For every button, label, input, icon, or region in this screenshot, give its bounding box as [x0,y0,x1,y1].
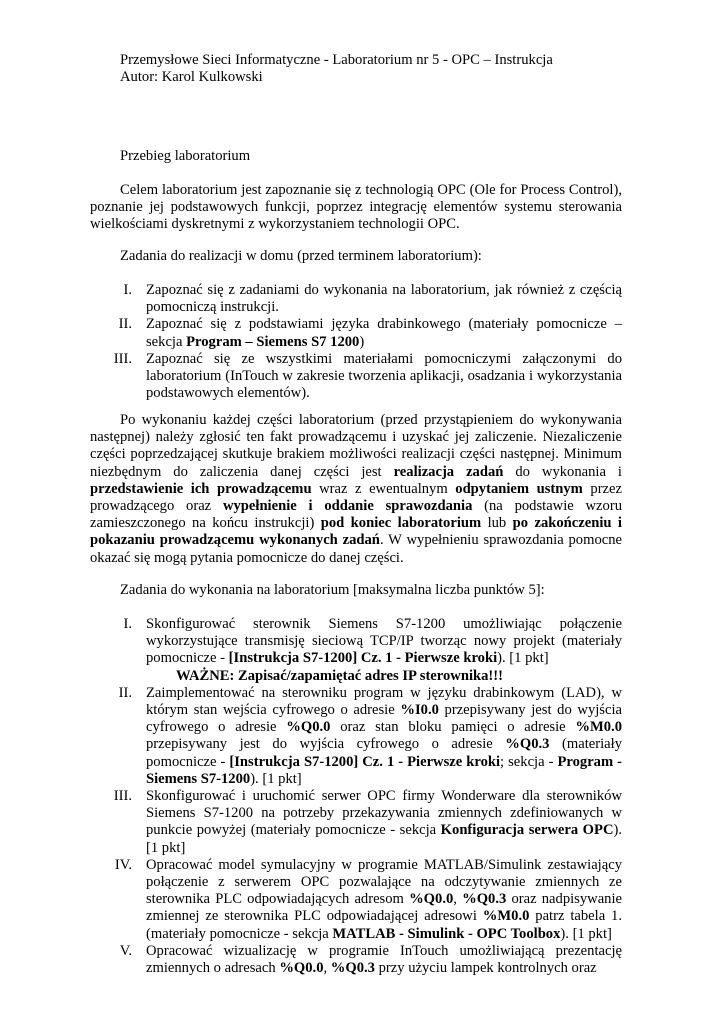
list-item: IV. Opracować model symulacyjny w programie MATLAB/Simulink zestawiający połączenie z serwerem OPC pozwalające na odczytywanie zmiennych ze sterownika PLC odpowiadających adresom %Q0.0, %Q0.3 oraz nadpisywanie zmiennej ze sterownika PLC odpowiadającej adresowi %M0.0 patrz tabela 1. (materiały pomocnicze - sekcja MATLAB - Simulink - OPC Toolbox). [1 pkt] [114,856,622,942]
lab-tasks-list [90,616,622,977]
list-item: II. Zapoznać się z podstawiami języka drabinkowego (materiały pomocnicze – sekcja Program – Siemens S7 1200) [118,316,622,350]
section-title: Przebieg laboratorium [120,148,251,164]
lab-tasks-heading: Zadania do wykonania na laboratorium [maksymalna liczba punktów 5]: [120,582,545,598]
header-author: Autor: Karol Kulkowski [120,69,263,86]
home-tasks-list [90,282,622,402]
header-title: Przemysłowe Sieci Informatyczne - Laboratorium nr 5 - OPC – Instrukcja [120,52,553,68]
list-item: I. Zapoznać się z zadaniami do wykonania na laboratorium, jak również z częścią pomocniczą instrukcji. [123,282,622,316]
home-tasks-heading: Zadania do realizacji w domu (przed terminem laboratorium): [120,248,482,264]
list-item: I. Skonfigurować sterownik Siemens S7-1200 umożliwiając połączenie wykorzystujące transmisję sieciową TCP/IP tworząc nowy projekt (materiały pomocnicze - [Instrukcja S7-1200] Cz. 1 - Pierwsze kroki). [1 pkt] WAŻNE: Zapisać/zapamiętać adres IP sterownika!!! [123,616,622,684]
list-item: III. Skonfigurować i uruchomić serwer OPC firmy Wonderware dla sterowników Siemens S7-1200 na potrzeby przekazywania zmiennych zdefiniowanych w punkcie powyżej (materiały pomocnicze - sekcja Konfiguracja serwera OPC). [1 pkt] [113,788,622,856]
document-header [120,52,640,86]
warning-note: WAŻNE: Zapisać/zapamiętać adres IP sterownika!!! [176,667,503,684]
list-item: II. Zaimplementować na sterowniku program w języku drabinkowym (LAD), w którym stan wejścia cyfrowego o adresie %I0.0 przepisywany jest do wyjścia cyfrowego o adresie %Q0.0 oraz stan bloku pamięci o adresie %M0.0 przepisywany jest do wyjścia cyfrowego o adresie %Q0.3 (materiały pomocnicze - [Instrukcja S7-1200] Cz. 1 - Pierwsze kroki; sekcja - Program - Siemens S7-1200). [1 pkt] [118,684,623,787]
list-item: III. Zapoznać się ze wszystkimi materiałami pomocniczymi załączonymi do laboratorium (InTouch w zakresie tworzenia aplikacji, osadzania i wykorzystania podstawowych elementów). [113,350,622,402]
intro-paragraph: Celem laboratorium jest zapoznanie się z technologią OPC (Ole for Process Control), poznanie jej podstawowych funkcji, poprzez integrację elementów systemu sterowania wielkościami dyskretnymi z wykorzystaniem technologii OPC. [90,182,622,233]
list-item: V. Opracować wizualizację w programie InTouch umożliwiającą prezentację zmiennych o adresach %Q0.0, %Q0.3 przy użyciu lampek kontrolnych oraz [119,942,622,977]
rules-paragraph: Po wykonaniu każdej części laboratorium (przed przystąpieniem do wykonywania następnej) należy zgłosić ten fakt prowadzącemu i uzyskać jej zaliczenie. Niezaliczenie części poprzedzającej skutkuje brakiem możliwości realizacji części następnej. Minimum niezbędnym do zaliczenia danej części jest realizacja zadań do wykonania i przedstawienie ich prowadzącemu wraz z ewentualnym odpytaniem ustnym przez prowadzącego oraz wypełnienie i oddanie sprawozdania (na podstawie wzoru zamieszczonego na końcu instrukcji) pod koniec laboratorium lub po zakończeniu i pokazaniu prowadzącemu wykonanych zadań. W wypełnieniu sprawozdania pomocne okazać się mogą pytania pomocnicze do danej części. [90,412,623,566]
